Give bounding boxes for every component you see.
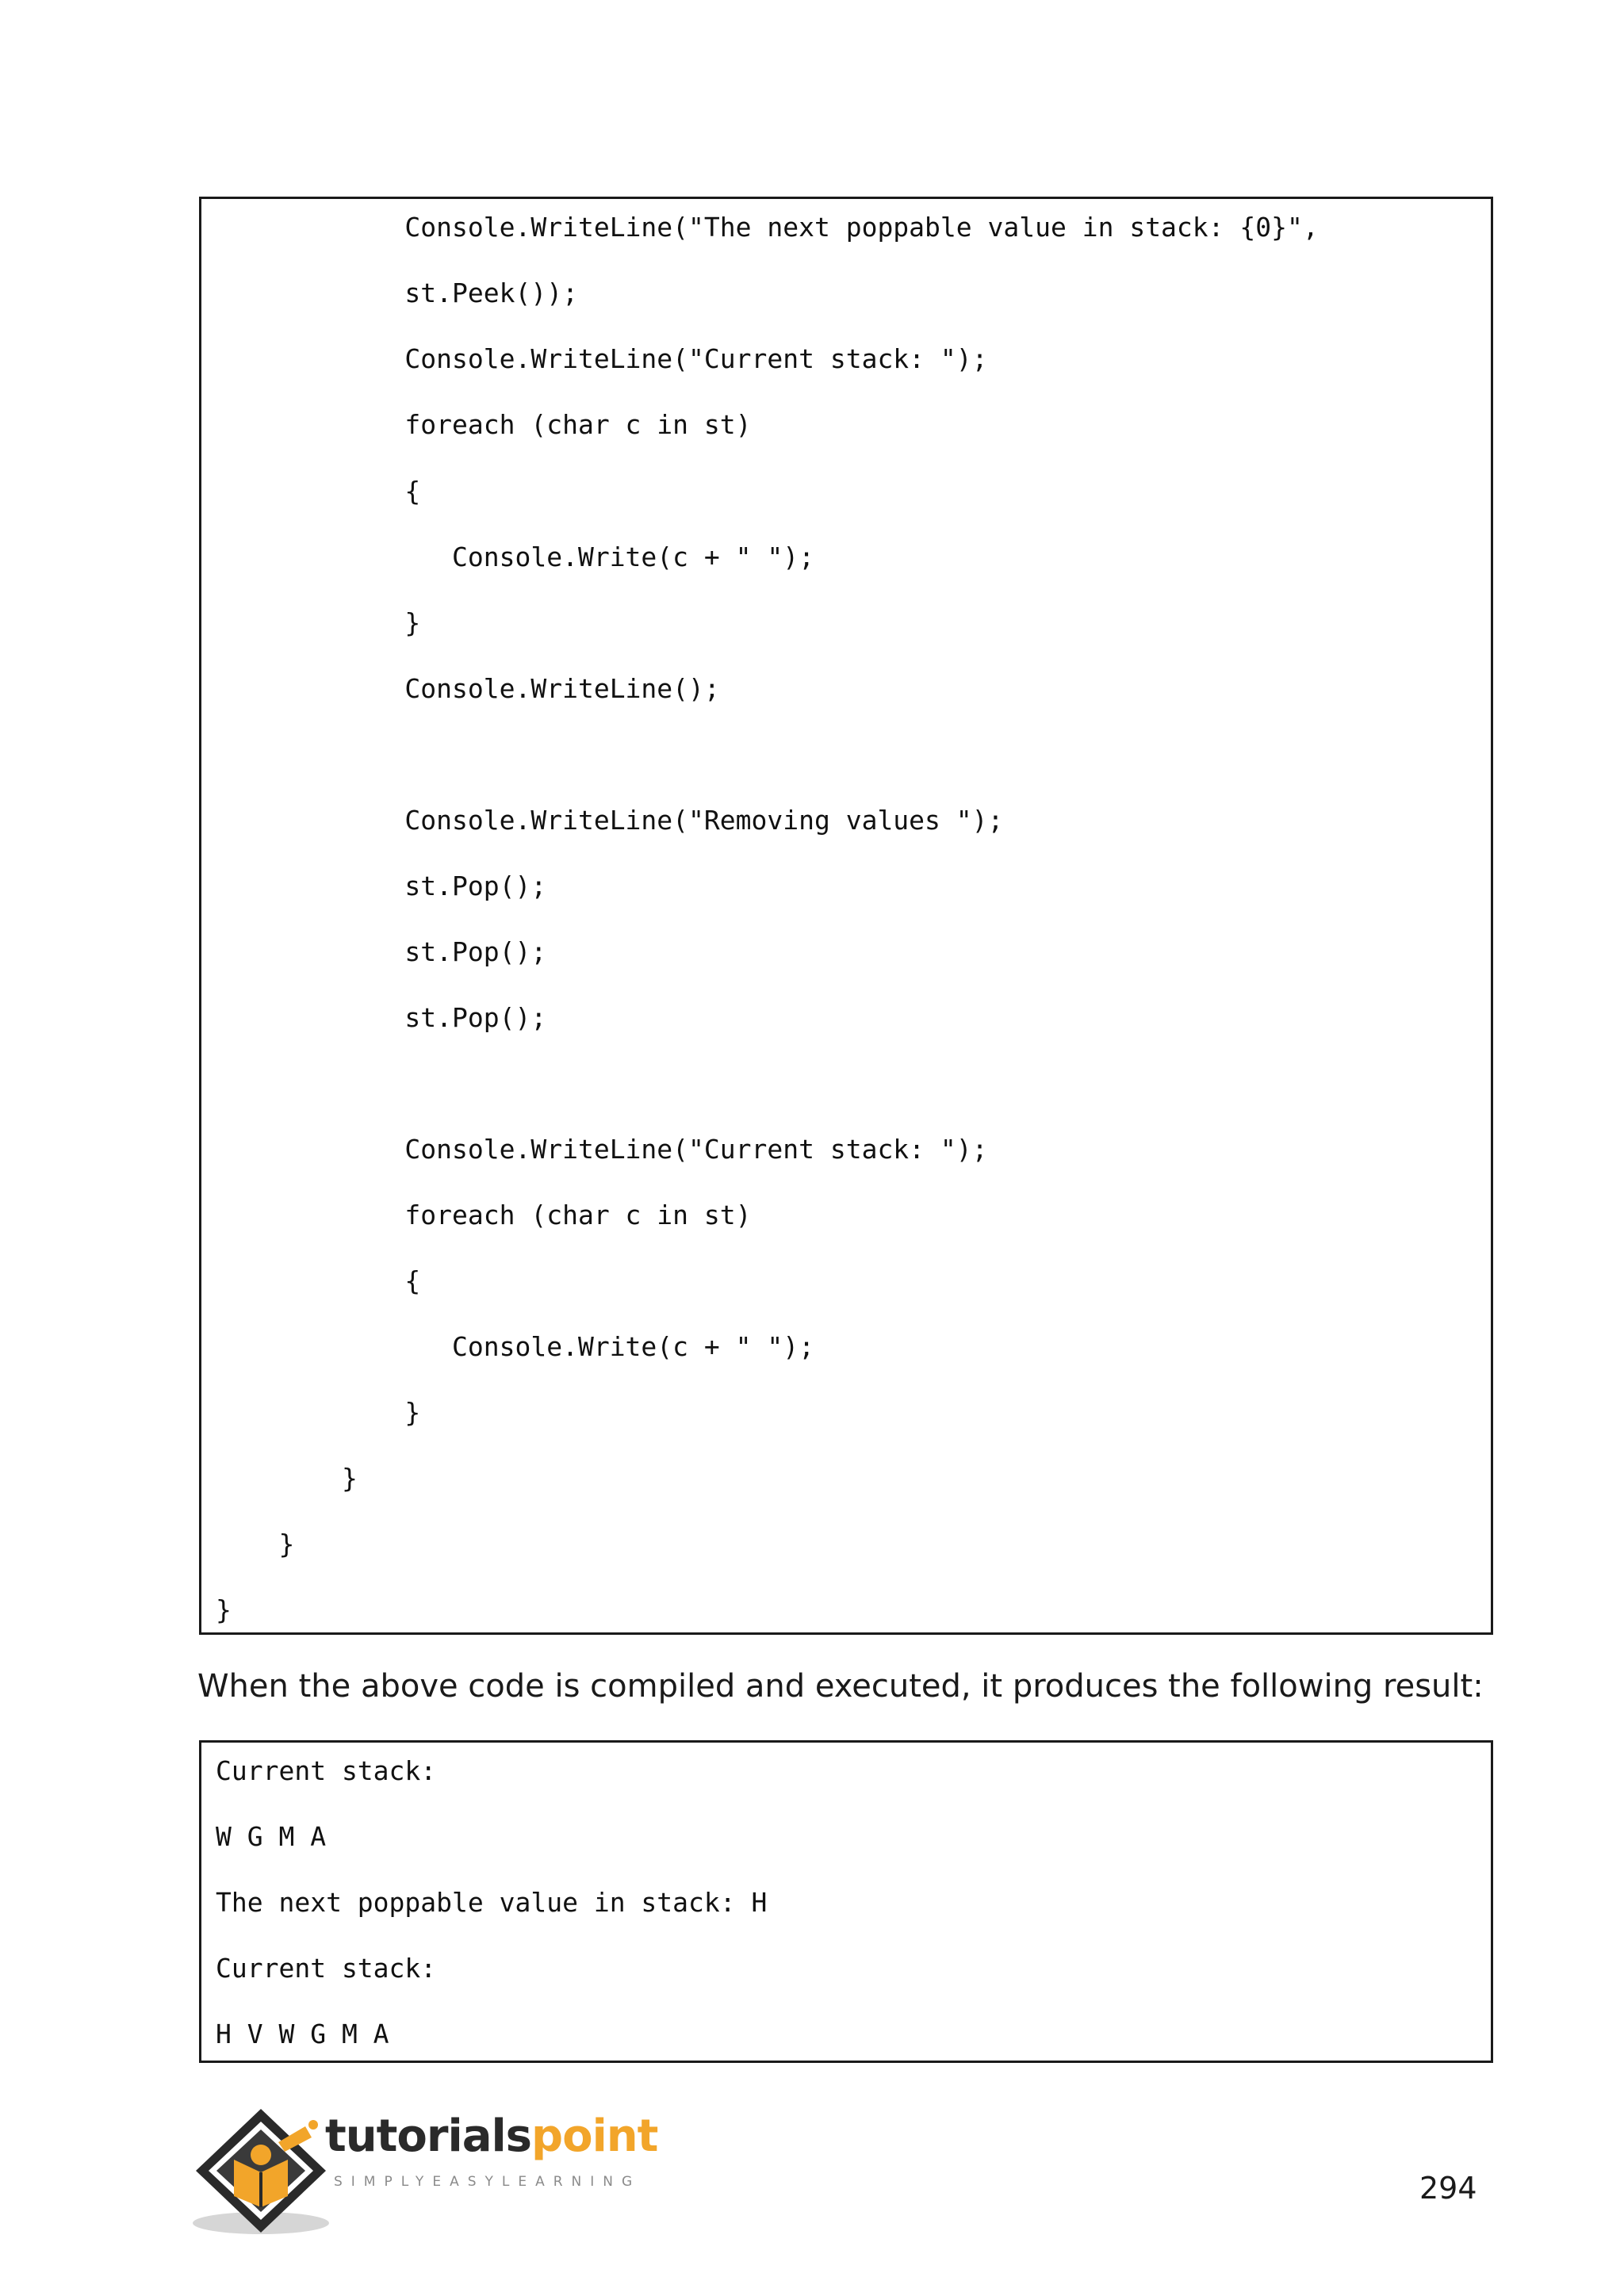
result-intro-text: When the above code is compiled and executed, it produces the following result:: [197, 1668, 1484, 1705]
code-block: [199, 197, 1493, 1635]
code-line: }: [216, 1397, 421, 1428]
output-line: Current stack:: [216, 1953, 437, 1984]
code-line: Console.WriteLine("The next poppable value in stack: {0}",: [216, 212, 1319, 243]
code-line: st.Pop();: [216, 871, 547, 901]
code-line: }: [216, 1463, 358, 1494]
output-line: H V W G M A: [216, 2019, 389, 2049]
code-line: }: [216, 607, 421, 638]
code-line: {: [216, 1265, 421, 1296]
code-line: st.Pop();: [216, 936, 547, 967]
page-number: 294: [1419, 2171, 1477, 2206]
code-line: Console.WriteLine("Current stack: ");: [216, 343, 988, 374]
code-line: Console.Write(c + " ");: [216, 541, 814, 572]
logo-emblem-icon: [193, 2103, 331, 2237]
code-line: st.Peek());: [216, 277, 578, 308]
output-line: Current stack:: [216, 1755, 437, 1786]
output-block: [199, 1740, 1493, 2063]
code-line: foreach (char c in st): [216, 1200, 752, 1230]
code-line: foreach (char c in st): [216, 409, 752, 440]
code-line: }: [216, 1529, 295, 1559]
output-line: The next poppable value in stack: H: [216, 1887, 768, 1918]
tutorialspoint-logo: [193, 2103, 658, 2237]
logo-wordmark: tutorialspoint: [325, 2110, 658, 2162]
output-line: W G M A: [216, 1821, 327, 1852]
code-line: }: [216, 1594, 232, 1625]
code-line: {: [216, 476, 421, 507]
logo-tagline: SIMPLYEASYLEARNING: [334, 2174, 642, 2190]
code-line: st.Pop();: [216, 1002, 547, 1033]
code-line: Console.WriteLine("Removing values ");: [216, 805, 1004, 836]
code-line: Console.Write(c + " ");: [216, 1331, 814, 1362]
code-line: Console.WriteLine();: [216, 673, 720, 704]
code-line: Console.WriteLine("Current stack: ");: [216, 1134, 988, 1165]
